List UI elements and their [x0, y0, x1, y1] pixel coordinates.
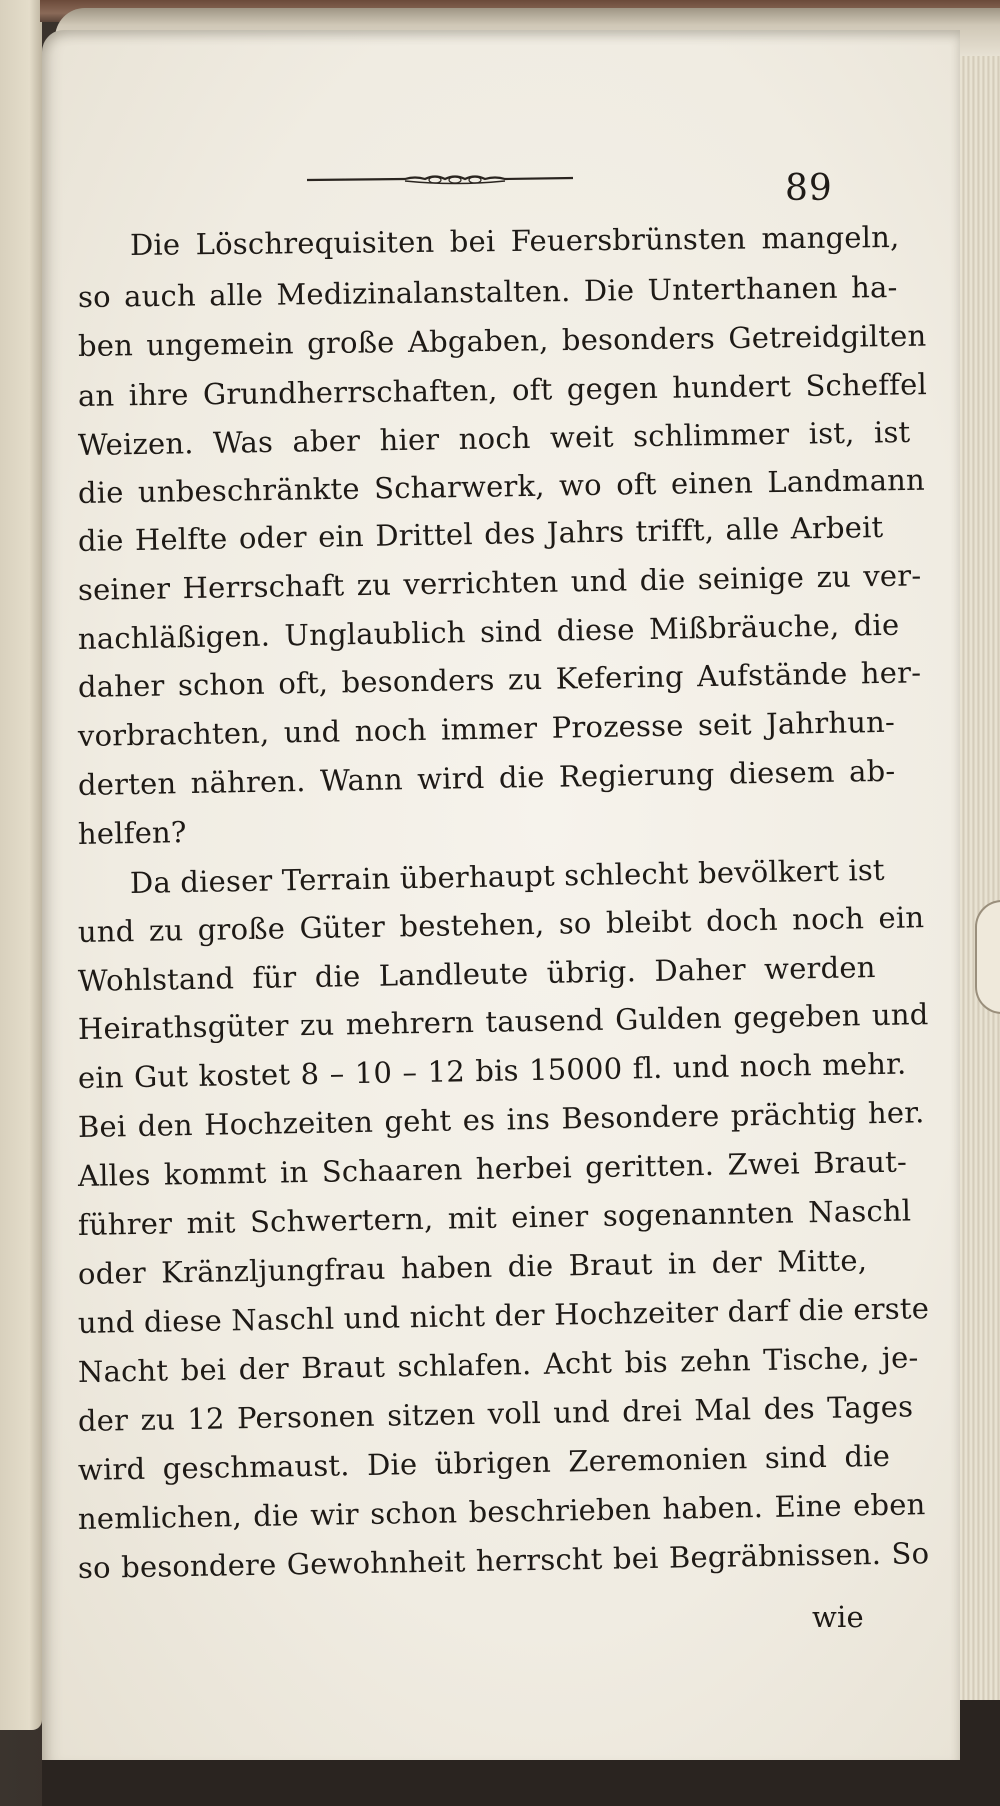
text-line: und zu große Güter bestehen, so bleibt doch noch ein [77, 900, 925, 949]
text-line: führer mit Schwertern, mit einer sogenannten Naschl [77, 1193, 912, 1242]
text-line: Wohlstand für die Landleute übrig. Daher werden [77, 950, 876, 998]
text-line: die unbeschränkte Scharwerk, wo oft einen Landmann [77, 462, 926, 510]
left-page-edge [0, 0, 42, 1730]
ornament-rule-icon [305, 170, 575, 190]
text-line: wie [812, 1600, 864, 1634]
text-line: die Helfte oder ein Drittel des Jahrs trifft, alle Arbeit [77, 509, 884, 558]
text-line: wird geschmaust. Die übrigen Zeremonien sind die [77, 1438, 891, 1487]
text-line: Heirathsgüter zu mehrern tausend Gulden gegeben und [77, 997, 929, 1046]
text-line: Die Löschrequisiten bei Feuersbrünsten mangeln, [129, 219, 900, 262]
text-line: vorbrachten, und noch immer Prozesse seit Jahrhun- [77, 704, 896, 753]
text-line: Da dieser Terrain überhaupt schlecht bevölkert ist [129, 852, 886, 900]
text-line: derten nähren. Wann wird die Regierung diesem ab- [77, 753, 896, 802]
text-line: seiner Herrschaft zu verrichten und die seinige zu ver- [77, 558, 922, 607]
text-line: Nacht bei der Braut schlafen. Acht bis zehn Tische, je- [77, 1340, 919, 1389]
text-line: an ihre Grundherrschaften, oft gegen hundert Scheffel [77, 367, 928, 413]
text-line: ein Gut kostet 8 – 10 – 12 bis 15000 fl. und noch mehr. [77, 1046, 907, 1095]
bottom-shadow [42, 1760, 1000, 1806]
text-line: der zu 12 Personen sitzen voll und drei Mal des Tages [77, 1389, 914, 1438]
text-line: Weizen. Was aber hier noch weit schlimmer ist, ist [77, 414, 911, 462]
text-line: Alles kommt in Schaaren herbei geritten. Zwei Braut- [77, 1144, 908, 1193]
text-line: ben ungemein große Abgaben, besonders Getreidgilten [77, 318, 927, 363]
text-line: so auch alle Medizinalanstalten. Die Unterthanen ha- [77, 269, 898, 314]
text-line: daher schon oft, besonders zu Kefering Aufstände her- [77, 655, 922, 704]
text-line: Bei den Hochzeiten geht es ins Besondere prächtig her. [77, 1095, 925, 1144]
page-number: 89 [785, 168, 833, 209]
page-stack-edge [955, 40, 1000, 1700]
text-line: oder Kränzljungfrau haben die Braut in der Mitte, [77, 1243, 868, 1291]
text-line: nachläßigen. Unglaublich sind diese Mißbräuche, die [77, 607, 900, 656]
text-line: helfen? [77, 815, 187, 851]
text-line: und diese Naschl und nicht der Hochzeiter darf die erste [77, 1291, 930, 1340]
text-line: so besondere Gewohnheit herrscht bei Begräbnissen. So [77, 1536, 930, 1585]
text-line: nemlichen, die wir schon beschrieben haben. Eine eben [77, 1487, 926, 1536]
page-tab [975, 900, 1000, 1014]
